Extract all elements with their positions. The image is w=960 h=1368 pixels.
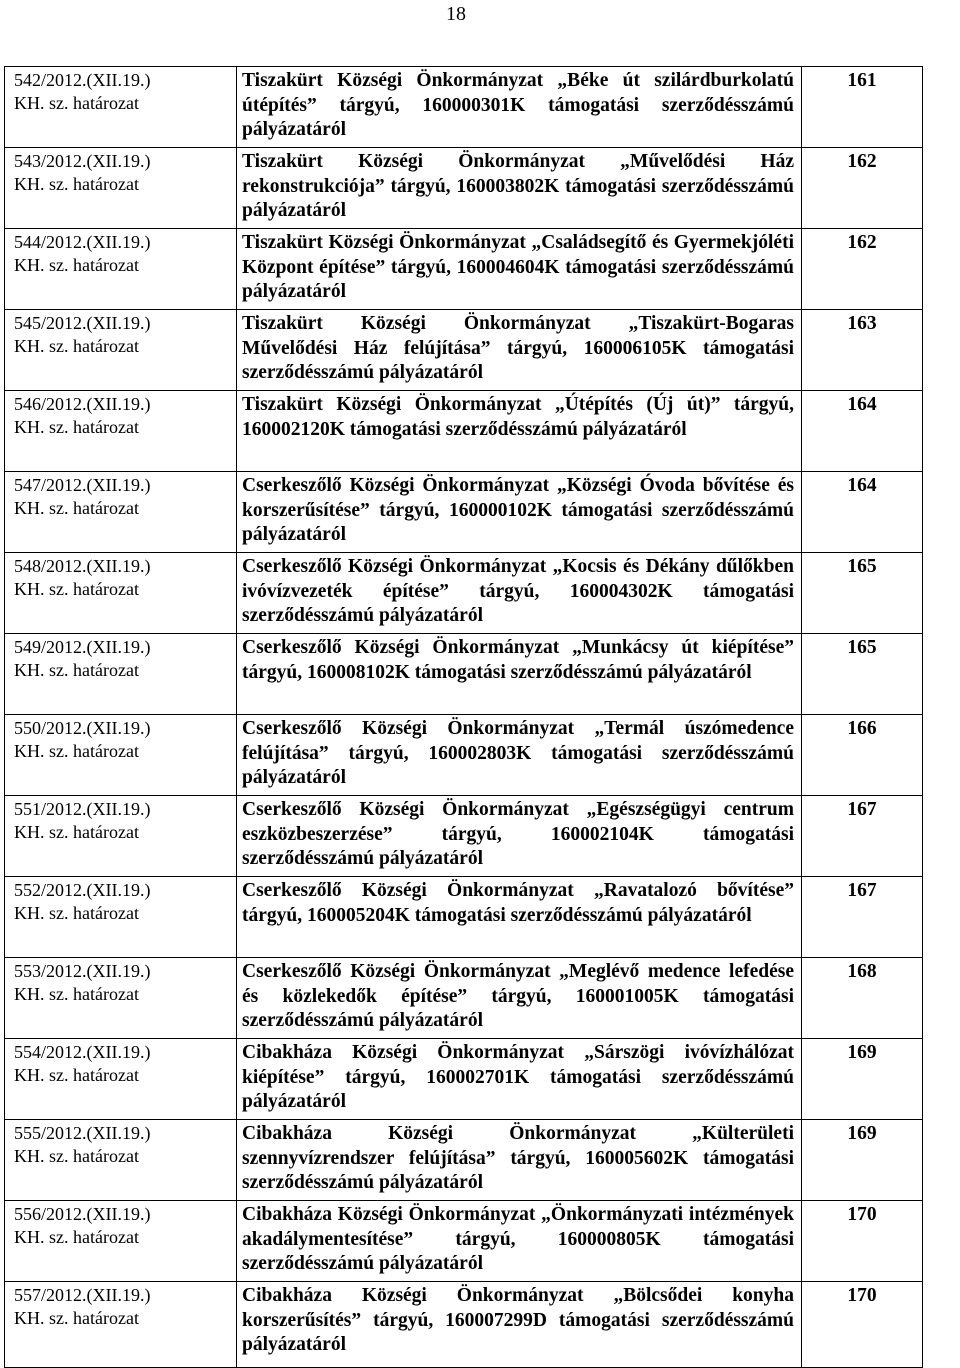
page-reference: 162 — [802, 229, 923, 310]
resolution-reference — [5, 877, 237, 958]
table-row — [5, 391, 923, 472]
resolution-description: Cserkeszőlő Községi Önkormányzat „Termál úszómedence felújítása” tárgyú, 160002803K támogatási szerződésszámú pályázatáról — [237, 715, 802, 796]
page-reference: 169 — [802, 1039, 923, 1120]
resolution-type: KH. sz. határozat — [14, 1307, 139, 1328]
resolution-type: KH. sz. határozat — [14, 497, 139, 518]
resolution-type: KH. sz. határozat — [14, 416, 139, 437]
page-reference: 163 — [802, 310, 923, 391]
resolution-description: Cibakháza Községi Önkormányzat „Sárszögi ivóvízhálózat kiépítése” tárgyú, 160002701K támogatási szerződésszámú pályázatáról — [237, 1039, 802, 1120]
resolution-description: Cserkeszőlő Községi Önkormányzat „Községi Óvoda bővítése és korszerűsítése” tárgyú, 160000102K támogatási szerződésszámú pályázatáról — [237, 472, 802, 553]
resolution-reference — [5, 310, 237, 391]
resolution-reference — [5, 958, 237, 1039]
resolution-number: 549/2012.(XII.19.) — [14, 637, 151, 657]
table-row — [5, 148, 923, 229]
resolution-reference — [5, 634, 237, 715]
resolution-number: 542/2012.(XII.19.) — [14, 70, 151, 90]
resolution-description: Cibakháza Községi Önkormányzat „Külterületi szennyvízrendszer felújítása” tárgyú, 160005602K támogatási szerződésszámú pályázatáról — [237, 1120, 802, 1201]
resolution-type: KH. sz. határozat — [14, 92, 139, 113]
resolution-number: 556/2012.(XII.19.) — [14, 1204, 151, 1224]
page-reference: 170 — [802, 1201, 923, 1282]
resolution-reference — [5, 1039, 237, 1120]
table-row — [5, 1282, 923, 1368]
resolution-number: 545/2012.(XII.19.) — [14, 313, 151, 333]
table-row — [5, 877, 923, 958]
resolution-reference — [5, 472, 237, 553]
table-row — [5, 229, 923, 310]
resolution-type: KH. sz. határozat — [14, 659, 139, 680]
table-row — [5, 67, 923, 148]
resolutions-table — [4, 66, 923, 1368]
page-number: 18 — [446, 3, 466, 25]
page-reference: 162 — [802, 148, 923, 229]
page-reference: 165 — [802, 553, 923, 634]
resolution-reference — [5, 391, 237, 472]
resolution-reference — [5, 148, 237, 229]
resolution-type: KH. sz. határozat — [14, 821, 139, 842]
resolution-description: Cserkeszőlő Községi Önkormányzat „Egészségügyi centrum eszközbeszerzése” tárgyú, 160002104K támogatási szerződésszámú pályázatáról — [237, 796, 802, 877]
resolution-description: Cserkeszőlő Községi Önkormányzat „Kocsis és Dékány dűlőkben ivóvízvezeték építése” tárgyú, 160004302K támogatási szerződésszámú pályázatáról — [237, 553, 802, 634]
resolution-description: Tiszakürt Községi Önkormányzat „Béke út szilárdburkolatú útépítés” tárgyú, 160000301K támogatási szerződésszámú pályázatáról — [237, 67, 802, 148]
resolution-reference — [5, 1201, 237, 1282]
page-reference: 167 — [802, 877, 923, 958]
resolution-type: KH. sz. határozat — [14, 254, 139, 275]
resolution-type: KH. sz. határozat — [14, 1145, 139, 1166]
resolution-type: KH. sz. határozat — [14, 1064, 139, 1085]
resolution-type: KH. sz. határozat — [14, 173, 139, 194]
page-reference: 165 — [802, 634, 923, 715]
resolution-description: Tiszakürt Községi Önkormányzat „Tiszakürt-Bogaras Művelődési Ház felújítása” tárgyú, 160006105K támogatási szerződésszámú pályázatáról — [237, 310, 802, 391]
resolution-type: KH. sz. határozat — [14, 335, 139, 356]
resolution-description: Cibakháza Községi Önkormányzat „Bölcsődei konyha korszerűsítés” tárgyú, 160007299D támogatási szerződésszámú pályázatáról — [237, 1282, 802, 1368]
resolution-description: Tiszakürt Községi Önkormányzat „Művelődési Ház rekonstrukciója” tárgyú, 160003802K támogatási szerződésszámú pályázatáról — [237, 148, 802, 229]
resolution-number: 547/2012.(XII.19.) — [14, 475, 151, 495]
page-reference: 161 — [802, 67, 923, 148]
page-reference: 164 — [802, 472, 923, 553]
resolution-type: KH. sz. határozat — [14, 740, 139, 761]
resolution-number: 553/2012.(XII.19.) — [14, 961, 151, 981]
resolution-reference — [5, 1282, 237, 1368]
resolution-number: 552/2012.(XII.19.) — [14, 880, 151, 900]
table-row — [5, 1201, 923, 1282]
page-reference: 168 — [802, 958, 923, 1039]
resolution-description: Cserkeszőlő Községi Önkormányzat „Ravatalozó bővítése” tárgyú, 160005204K támogatási szerződésszámú pályázatáról — [237, 877, 802, 958]
resolution-number: 548/2012.(XII.19.) — [14, 556, 151, 576]
resolution-reference — [5, 796, 237, 877]
resolution-number: 551/2012.(XII.19.) — [14, 799, 151, 819]
resolution-number: 554/2012.(XII.19.) — [14, 1042, 151, 1062]
resolution-type: KH. sz. határozat — [14, 578, 139, 599]
resolution-type: KH. sz. határozat — [14, 983, 139, 1004]
resolution-type: KH. sz. határozat — [14, 902, 139, 923]
resolution-number: 555/2012.(XII.19.) — [14, 1123, 151, 1143]
page-reference: 170 — [802, 1282, 923, 1368]
resolution-number: 544/2012.(XII.19.) — [14, 232, 151, 252]
resolution-reference — [5, 1120, 237, 1201]
page-reference: 169 — [802, 1120, 923, 1201]
table-row — [5, 310, 923, 391]
resolution-description: Tiszakürt Községi Önkormányzat „Útépítés (Új út)” tárgyú, 160002120K támogatási szerződésszámú pályázatáról — [237, 391, 802, 472]
page-reference: 164 — [802, 391, 923, 472]
resolution-description: Cserkeszőlő Községi Önkormányzat „Meglévő medence lefedése és közlekedők építése” tárgyú, 160001005K támogatási szerződésszámú pályázatáról — [237, 958, 802, 1039]
resolution-reference — [5, 715, 237, 796]
resolution-number: 543/2012.(XII.19.) — [14, 151, 151, 171]
table-row — [5, 796, 923, 877]
table-row — [5, 1120, 923, 1201]
table-row — [5, 715, 923, 796]
resolution-number: 557/2012.(XII.19.) — [14, 1285, 151, 1305]
table-row — [5, 634, 923, 715]
resolution-number: 550/2012.(XII.19.) — [14, 718, 151, 738]
page-reference: 167 — [802, 796, 923, 877]
table-row — [5, 553, 923, 634]
resolution-description: Tiszakürt Községi Önkormányzat „Családsegítő és Gyermekjóléti Központ építése” tárgyú, 160004604K támogatási szerződésszámú pályázatáról — [237, 229, 802, 310]
table-row — [5, 958, 923, 1039]
resolution-reference — [5, 229, 237, 310]
table-row — [5, 1039, 923, 1120]
resolution-number: 546/2012.(XII.19.) — [14, 394, 151, 414]
resolution-reference — [5, 553, 237, 634]
resolution-reference — [5, 67, 237, 148]
resolution-description: Cserkeszőlő Községi Önkormányzat „Munkácsy út kiépítése” tárgyú, 160008102K támogatási szerződésszámú pályázatáról — [237, 634, 802, 715]
page-reference: 166 — [802, 715, 923, 796]
resolution-type: KH. sz. határozat — [14, 1226, 139, 1247]
table-row — [5, 472, 923, 553]
resolution-description: Cibakháza Községi Önkormányzat „Önkormányzati intézmények akadálymentesítése” tárgyú, 160000805K támogatási szerződésszámú pályázatáról — [237, 1201, 802, 1282]
